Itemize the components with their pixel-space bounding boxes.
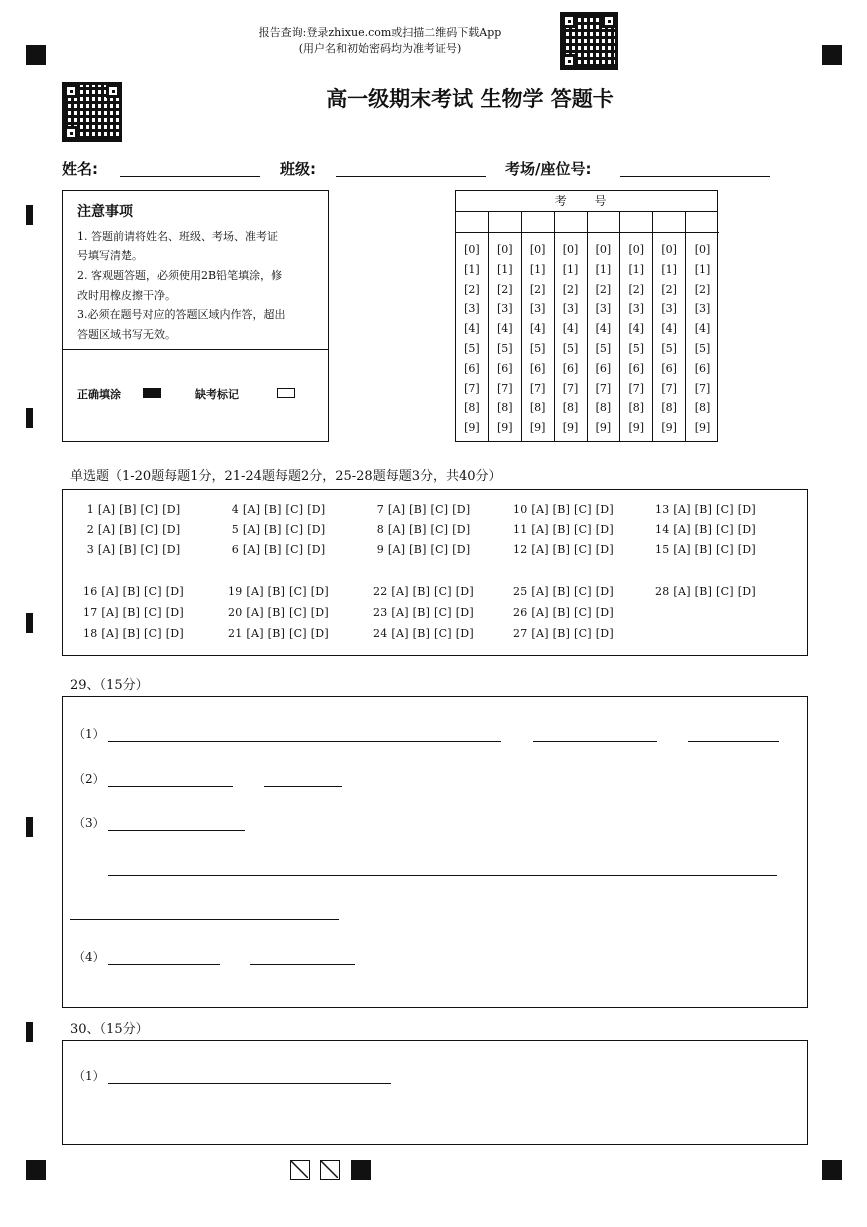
exam-digit-bubble[interactable]: [2]	[562, 282, 579, 296]
exam-digit-bubble[interactable]: [4]	[497, 322, 513, 336]
exam-digit-bubble[interactable]: [3]	[628, 302, 645, 316]
mc-question-number: 7	[373, 503, 385, 516]
mc-question-row[interactable]	[83, 543, 181, 556]
exam-digit-bubble[interactable]: [4]	[628, 322, 645, 336]
mc-question-number: 17	[83, 606, 98, 619]
exam-number-column	[686, 211, 719, 441]
mc-question-number: 22	[373, 585, 388, 598]
exam-digit-bubble[interactable]: [0]	[628, 243, 645, 256]
mc-options[interactable]: [A] [B] [C] [D]	[391, 585, 474, 598]
exam-digit-bubble[interactable]: [5]	[628, 342, 645, 355]
corner-mark-top-right	[822, 45, 842, 65]
q30-sub1-label: （1）	[73, 1069, 105, 1083]
name-label: 姓名:	[62, 160, 98, 178]
exam-digit-bubble[interactable]: [9]	[464, 421, 480, 435]
exam-digit-bubble[interactable]: [8]	[595, 401, 612, 415]
exam-digit-bubble[interactable]: [1]	[562, 262, 579, 276]
notice-line: 1. 答题前请将姓名、班级、考场、准考证	[77, 230, 278, 243]
notice-title: 注意事项	[77, 204, 133, 220]
q30-sub1-blank-1[interactable]	[108, 1082, 391, 1084]
exam-digit-bubble[interactable]: [1]	[529, 262, 546, 276]
mc-question-row[interactable]	[513, 523, 614, 536]
exam-digit-bubble[interactable]: [3]	[661, 302, 677, 316]
timing-mark	[26, 1022, 33, 1042]
exam-digit-bubble[interactable]: [0]	[595, 243, 612, 256]
exam-digit-bubble[interactable]: [3]	[562, 302, 579, 316]
mc-question-number: 11	[513, 523, 528, 536]
absent-mark-label: 缺考标记	[195, 388, 239, 401]
exam-digit-bubble[interactable]: [9]	[595, 421, 612, 435]
corner-mark-top-left	[26, 45, 46, 65]
q29-sub2-blank-2[interactable]	[264, 785, 342, 787]
exam-digit-bubble[interactable]: [9]	[694, 421, 711, 435]
exam-digit-bubble[interactable]: [5]	[497, 342, 513, 355]
q29-sub3-label: （3）	[73, 816, 105, 830]
exam-digit-bubble[interactable]: [9]	[497, 421, 513, 435]
exam-digit-bubble[interactable]: [4]	[694, 322, 711, 336]
mc-question-number: 5	[228, 523, 240, 536]
q29-sub1-blank-1[interactable]	[108, 740, 501, 742]
exam-digit-bubble[interactable]: [9]	[628, 421, 645, 435]
q29-sub1-blank-2[interactable]	[533, 740, 657, 742]
exam-digit-bubble[interactable]: [1]	[661, 262, 677, 276]
mc-options[interactable]: [A] [B] [C] [D]	[387, 523, 471, 536]
q29-sub2-label: （2）	[73, 772, 105, 786]
exam-digit-bubble[interactable]: [6]	[595, 361, 612, 375]
exam-digit-bubble[interactable]: [9]	[562, 421, 579, 435]
q29-sub2-blank-1[interactable]	[108, 785, 233, 787]
mc-question-row[interactable]	[513, 627, 614, 640]
mc-options[interactable]: [A] [B] [C] [D]	[101, 585, 184, 598]
exam-digit-bubble[interactable]: [8]	[628, 401, 645, 415]
exam-digit-bubble[interactable]: [7]	[595, 381, 612, 395]
mc-question-number: 4	[228, 503, 240, 516]
mc-options[interactable]: [A] [B] [C] [D]	[246, 627, 329, 640]
mc-question-row[interactable]	[83, 523, 181, 536]
q29-answer-area	[62, 696, 808, 1008]
exam-digit-bubble[interactable]: [7]	[562, 381, 579, 395]
mc-question-row[interactable]	[228, 503, 326, 516]
exam-digit-bubble[interactable]: [3]	[464, 302, 480, 316]
correct-fill-sample	[143, 388, 161, 398]
mc-question-row[interactable]	[513, 606, 614, 619]
exam-digit-bubble[interactable]: [2]	[694, 282, 711, 296]
mc-question-number: 24	[373, 627, 388, 640]
q29-sub1-label: （1）	[73, 727, 105, 741]
exam-digit-bubble[interactable]: [3]	[529, 302, 546, 316]
exam-digit-bubble[interactable]: [2]	[595, 282, 612, 296]
mc-options[interactable]: [A] [B] [C] [D]	[531, 543, 614, 556]
exam-digit-bubble[interactable]: [8]	[562, 401, 579, 415]
mc-options[interactable]: [A] [B] [C] [D]	[531, 523, 614, 536]
exam-number-grid	[455, 190, 718, 442]
qr-code-student	[62, 82, 122, 142]
exam-number-title: 考 号	[456, 191, 717, 212]
notice-line: 答题区域书写无效。	[77, 328, 176, 341]
exam-number-column	[522, 211, 555, 441]
q29-sub4-blank-1[interactable]	[108, 963, 220, 965]
notice-divider	[63, 349, 328, 350]
exam-digit-bubble[interactable]: [2]	[628, 282, 645, 296]
exam-digit-bubble[interactable]: [7]	[464, 381, 480, 395]
page-title: 高一级期末考试 生物学 答题卡	[326, 87, 614, 111]
exam-digit-bubble[interactable]: [5]	[464, 342, 480, 355]
exam-digit-bubble[interactable]: [2]	[464, 282, 480, 296]
qr-code-app[interactable]	[560, 12, 618, 70]
exam-digit-bubble[interactable]: [6]	[464, 361, 480, 375]
mc-question-number: 13	[655, 503, 670, 516]
exam-digit-bubble[interactable]: [2]	[497, 282, 513, 296]
exam-number-column	[653, 211, 686, 441]
exam-digit-bubble[interactable]: [0]	[497, 243, 513, 256]
mc-question-number: 8	[373, 523, 385, 536]
exam-digit-bubble[interactable]: [8]	[464, 401, 480, 415]
mc-options[interactable]: [A] [B] [C] [D]	[387, 503, 471, 516]
mc-question-row[interactable]	[513, 543, 614, 556]
mc-question-row[interactable]	[655, 523, 756, 536]
q29-sub4-blank-2[interactable]	[250, 963, 355, 965]
mc-question-number: 10	[513, 503, 528, 516]
exam-digit-bubble[interactable]: [2]	[661, 282, 677, 296]
notice-box	[62, 190, 329, 442]
exam-number-column	[555, 211, 588, 441]
exam-digit-bubble[interactable]: [4]	[661, 322, 677, 336]
exam-digit-bubble[interactable]: [6]	[529, 361, 546, 375]
exam-digit-bubble[interactable]: [1]	[694, 262, 711, 276]
exam-digit-bubble[interactable]: [6]	[562, 361, 579, 375]
exam-digit-bubble[interactable]: [7]	[529, 381, 546, 395]
report-query-note	[220, 25, 540, 57]
mc-question-row[interactable]	[228, 606, 329, 619]
mc-options[interactable]: [A] [B] [C] [D]	[531, 627, 614, 640]
exam-digit-bubble[interactable]: [8]	[694, 401, 711, 415]
mc-question-number: 26	[513, 606, 528, 619]
q29-sub4-label: （4）	[73, 950, 105, 964]
mc-section-title: 单选题（1-20题每题1分，21-24题每题2分，25-28题每题3分，共40分）	[70, 469, 502, 484]
exam-digit-bubble[interactable]: [0]	[661, 243, 677, 256]
mc-question-row[interactable]	[373, 543, 471, 556]
exam-digit-bubble[interactable]: [1]	[628, 262, 645, 276]
correct-fill-label: 正确填涂	[77, 388, 121, 401]
exam-digit-bubble[interactable]: [5]	[562, 342, 579, 355]
exam-digit-bubble[interactable]: [1]	[595, 262, 612, 276]
mc-question-row[interactable]	[228, 543, 326, 556]
mc-options[interactable]: [A] [B] [C] [D]	[531, 606, 614, 619]
exam-number-column	[588, 211, 621, 441]
mc-question-number: 2	[83, 523, 95, 536]
mc-options[interactable]: [A] [B] [C] [D]	[242, 543, 326, 556]
mc-question-number: 25	[513, 585, 528, 598]
exam-digit-bubble[interactable]: [7]	[628, 381, 645, 395]
notice-line: 改时用橡皮擦干净。	[77, 289, 176, 302]
mc-question-number: 3	[83, 543, 95, 556]
exam-digit-bubble[interactable]: [5]	[595, 342, 612, 355]
mc-options[interactable]: [A] [B] [C] [D]	[531, 585, 614, 598]
exam-digit-bubble[interactable]: [6]	[497, 361, 513, 375]
exam-digit-bubble[interactable]: [2]	[529, 282, 546, 296]
mc-options[interactable]: [A] [B] [C] [D]	[97, 503, 181, 516]
mc-options[interactable]: [A] [B] [C] [D]	[97, 543, 181, 556]
exam-number-column	[620, 211, 653, 441]
exam-number-column	[489, 211, 522, 441]
exam-number-write-cell[interactable]	[686, 211, 719, 233]
mc-question-number: 21	[228, 627, 243, 640]
mc-question-row[interactable]	[228, 627, 329, 640]
exam-digit-bubble[interactable]: [9]	[661, 421, 677, 435]
absent-mark-checkbox[interactable]	[277, 388, 295, 398]
exam-digit-bubble[interactable]: [3]	[497, 302, 513, 316]
exam-digit-bubble[interactable]: [5]	[661, 342, 677, 355]
mc-question-number: 12	[513, 543, 528, 556]
mc-options[interactable]: [A] [B] [C] [D]	[391, 627, 474, 640]
page-mark-hatched	[320, 1160, 340, 1180]
mc-options[interactable]: [A] [B] [C] [D]	[246, 606, 329, 619]
mc-question-number: 20	[228, 606, 243, 619]
corner-mark-bottom-right	[822, 1160, 842, 1180]
mc-options[interactable]: [A] [B] [C] [D]	[673, 503, 756, 516]
mc-answer-area	[62, 489, 808, 656]
exam-number-write-cell[interactable]	[555, 211, 587, 233]
mc-options[interactable]: [A] [B] [C] [D]	[531, 503, 614, 516]
mc-question-row[interactable]	[373, 503, 471, 516]
exam-number-write-cell[interactable]	[653, 211, 685, 233]
mc-question-row[interactable]	[228, 523, 326, 536]
exam-digit-bubble[interactable]: [7]	[661, 381, 677, 395]
timing-mark	[26, 817, 33, 837]
mc-options[interactable]: [A] [B] [C] [D]	[97, 523, 181, 536]
mc-question-row[interactable]	[228, 585, 329, 598]
mc-question-row[interactable]	[373, 523, 471, 536]
exam-digit-bubble[interactable]: [4]	[529, 322, 546, 336]
mc-options[interactable]: [A] [B] [C] [D]	[673, 543, 756, 556]
mc-question-number: 9	[373, 543, 385, 556]
q29-sub3-blank-3[interactable]	[70, 918, 339, 920]
timing-mark	[26, 613, 33, 633]
mc-options[interactable]: [A] [B] [C] [D]	[101, 627, 184, 640]
mc-options[interactable]: [A] [B] [C] [D]	[101, 606, 184, 619]
q30-answer-area	[62, 1040, 808, 1145]
mc-question-number: 19	[228, 585, 243, 598]
notice-line: 3.必须在题号对应的答题区域内作答，超出	[77, 308, 286, 321]
name-field[interactable]	[120, 175, 260, 177]
mc-question-number: 27	[513, 627, 528, 640]
exam-digit-bubble[interactable]: [6]	[694, 361, 711, 375]
exam-number-write-cell[interactable]	[588, 211, 620, 233]
mc-options[interactable]: [A] [B] [C] [D]	[673, 523, 756, 536]
exam-digit-bubble[interactable]: [7]	[497, 381, 513, 395]
exam-digit-bubble[interactable]: [0]	[464, 243, 480, 256]
page-mark-hatched	[290, 1160, 310, 1180]
mc-question-row[interactable]	[83, 503, 181, 516]
mc-question-number: 16	[83, 585, 98, 598]
class-field[interactable]	[336, 175, 486, 177]
mc-question-number: 15	[655, 543, 670, 556]
exam-digit-bubble[interactable]: [5]	[529, 342, 546, 355]
exam-digit-bubble[interactable]: [3]	[694, 302, 711, 316]
exam-number-write-cell[interactable]	[522, 211, 554, 233]
exam-digit-bubble[interactable]: [4]	[562, 322, 579, 336]
mc-question-row[interactable]	[513, 585, 614, 598]
q29-sub3-blank-1[interactable]	[108, 829, 245, 831]
notice-line: 2. 客观题答题，必须使用2B铅笔填涂，修	[77, 269, 283, 282]
page-mark-solid	[351, 1160, 371, 1180]
exam-digit-bubble[interactable]: [1]	[464, 262, 480, 276]
mc-question-row[interactable]	[373, 606, 474, 619]
seat-label: 考场/座位号:	[505, 160, 592, 178]
exam-digit-bubble[interactable]: [6]	[661, 361, 677, 375]
exam-digit-bubble[interactable]: [5]	[694, 342, 711, 355]
q29-title: 29、（15分）	[70, 678, 149, 693]
exam-digit-bubble[interactable]: [9]	[529, 421, 546, 435]
report-query-line2: (用户名和初始密码均为准考证号)	[298, 42, 462, 55]
timing-mark	[26, 205, 33, 225]
exam-number-write-cell[interactable]	[456, 211, 488, 233]
mc-question-row[interactable]	[655, 503, 756, 516]
mc-question-number: 18	[83, 627, 98, 640]
class-label: 班级:	[280, 160, 316, 178]
mc-question-number: 1	[83, 503, 95, 516]
mc-options[interactable]: [A] [B] [C] [D]	[673, 585, 756, 598]
mc-options[interactable]: [A] [B] [C] [D]	[242, 503, 326, 516]
mc-options[interactable]: [A] [B] [C] [D]	[391, 606, 474, 619]
exam-digit-bubble[interactable]: [8]	[661, 401, 677, 415]
mc-question-row[interactable]	[83, 606, 184, 619]
mc-question-row[interactable]	[655, 585, 756, 598]
mc-question-row[interactable]	[513, 503, 614, 516]
seat-field[interactable]	[620, 175, 770, 177]
mc-question-row[interactable]	[83, 627, 184, 640]
q29-sub3-blank-2[interactable]	[108, 874, 777, 876]
mc-question-number: 6	[228, 543, 240, 556]
exam-digit-bubble[interactable]: [8]	[529, 401, 546, 415]
mc-question-number: 23	[373, 606, 388, 619]
exam-digit-bubble[interactable]: [0]	[529, 243, 546, 256]
exam-number-column	[456, 211, 489, 441]
mc-question-row[interactable]	[83, 585, 184, 598]
report-query-line1: 报告查询:登录zhixue.com或扫描二维码下载App	[258, 26, 502, 39]
notice-line: 号填写清楚。	[77, 249, 143, 262]
mc-options[interactable]: [A] [B] [C] [D]	[246, 585, 329, 598]
exam-number-write-cell[interactable]	[620, 211, 652, 233]
mc-question-row[interactable]	[373, 627, 474, 640]
mc-question-number: 28	[655, 585, 670, 598]
exam-digit-bubble[interactable]: [6]	[628, 361, 645, 375]
exam-digit-bubble[interactable]: [8]	[497, 401, 513, 415]
exam-digit-bubble[interactable]: [3]	[595, 302, 612, 316]
mc-options[interactable]: [A] [B] [C] [D]	[242, 523, 326, 536]
mc-options[interactable]: [A] [B] [C] [D]	[387, 543, 471, 556]
q29-sub1-blank-3[interactable]	[688, 740, 779, 742]
exam-digit-bubble[interactable]: [0]	[694, 243, 711, 256]
exam-digit-bubble[interactable]: [7]	[694, 381, 711, 395]
exam-digit-bubble[interactable]: [1]	[497, 262, 513, 276]
exam-number-write-cell[interactable]	[489, 211, 521, 233]
corner-mark-bottom-left	[26, 1160, 46, 1180]
exam-digit-bubble[interactable]: [4]	[464, 322, 480, 336]
q30-title: 30、（15分）	[70, 1022, 149, 1037]
timing-mark	[26, 408, 33, 428]
exam-digit-bubble[interactable]: [4]	[595, 322, 612, 336]
mc-question-number: 14	[655, 523, 670, 536]
mc-question-row[interactable]	[655, 543, 756, 556]
mc-question-row[interactable]	[373, 585, 474, 598]
exam-digit-bubble[interactable]: [0]	[562, 243, 579, 256]
